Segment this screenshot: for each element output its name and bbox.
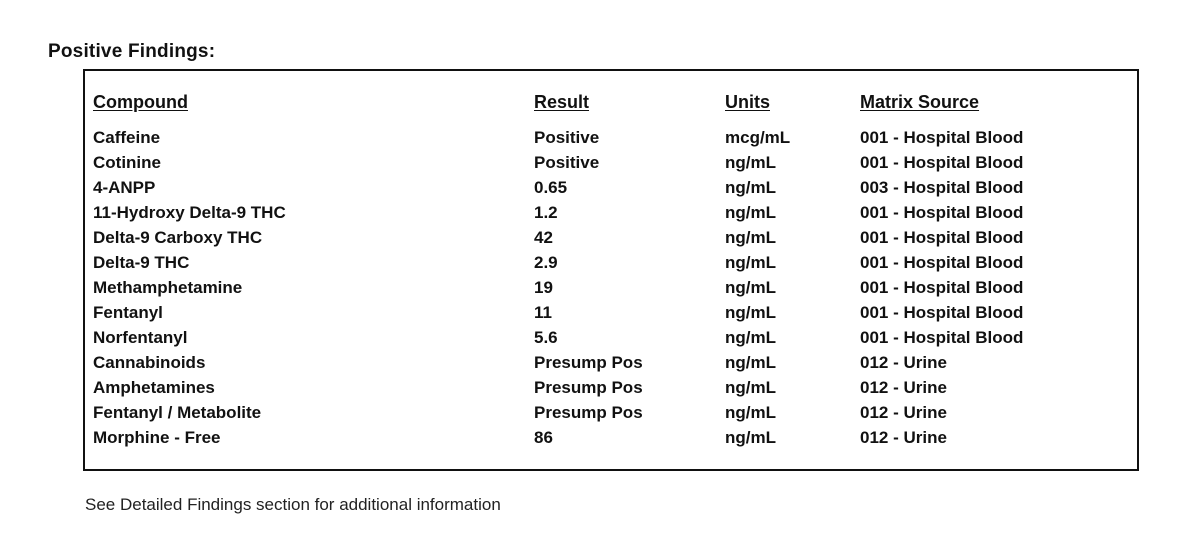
table-row <box>85 227 1137 252</box>
cell-compound: 4-ANPP <box>93 178 156 197</box>
cell-result: 42 <box>534 228 553 247</box>
cell-units: ng/mL <box>725 278 776 297</box>
cell-result: Presump Pos <box>534 353 643 372</box>
cell-units: ng/mL <box>725 428 776 447</box>
cell-units: ng/mL <box>725 403 776 422</box>
cell-result: Presump Pos <box>534 403 643 422</box>
cell-result: 11 <box>534 303 552 322</box>
cell-compound: 11-Hydroxy Delta-9 THC <box>93 203 286 222</box>
column-header-matrix-source: Matrix Source <box>860 92 980 112</box>
cell-matrix-source: 012 - Urine <box>860 428 947 447</box>
section-title: Positive Findings: <box>48 41 216 62</box>
table-row <box>85 277 1137 302</box>
cell-result: 19 <box>534 278 553 297</box>
cell-compound: Norfentanyl <box>93 328 188 347</box>
findings-table <box>83 69 1139 471</box>
cell-units: ng/mL <box>725 228 776 247</box>
cell-units: ng/mL <box>725 378 776 397</box>
cell-result: 1.2 <box>534 203 558 222</box>
cell-units: ng/mL <box>725 328 776 347</box>
table-row <box>85 252 1137 277</box>
table-row <box>85 302 1137 327</box>
cell-matrix-source: 001 - Hospital Blood <box>860 303 1024 322</box>
column-header-result: Result <box>534 92 590 112</box>
column-header-units: Units <box>725 92 770 112</box>
table-row <box>85 202 1137 227</box>
cell-compound: Cannabinoids <box>93 353 206 372</box>
cell-matrix-source: 012 - Urine <box>860 353 947 372</box>
cell-result: Positive <box>534 128 600 147</box>
cell-units: ng/mL <box>725 153 776 172</box>
cell-result: Presump Pos <box>534 378 643 397</box>
cell-result: 2.9 <box>534 253 558 272</box>
cell-matrix-source: 001 - Hospital Blood <box>860 278 1024 297</box>
cell-units: ng/mL <box>725 203 776 222</box>
cell-units: ng/mL <box>725 353 776 372</box>
table-row <box>85 327 1137 352</box>
table-row <box>85 427 1137 452</box>
table-row <box>85 127 1137 152</box>
cell-compound: Methamphetamine <box>93 278 243 297</box>
table-header-row <box>85 91 1137 113</box>
cell-compound: Delta-9 Carboxy THC <box>93 228 263 247</box>
cell-compound: Fentanyl / Metabolite <box>93 403 262 422</box>
cell-units: ng/mL <box>725 253 776 272</box>
cell-result: 5.6 <box>534 328 558 347</box>
cell-units: ng/mL <box>725 178 776 197</box>
cell-matrix-source: 001 - Hospital Blood <box>860 253 1024 272</box>
cell-compound: Caffeine <box>93 128 161 147</box>
column-header-compound: Compound <box>93 92 188 112</box>
cell-matrix-source: 001 - Hospital Blood <box>860 328 1024 347</box>
cell-result: Positive <box>534 153 600 172</box>
cell-result: 86 <box>534 428 553 447</box>
cell-matrix-source: 001 - Hospital Blood <box>860 203 1024 222</box>
table-row <box>85 377 1137 402</box>
footnote: See Detailed Findings section for additional information <box>85 495 501 514</box>
table-body <box>85 127 1137 452</box>
table-row <box>85 152 1137 177</box>
cell-units: ng/mL <box>725 303 776 322</box>
cell-matrix-source: 001 - Hospital Blood <box>860 128 1024 147</box>
cell-compound: Fentanyl <box>93 303 163 322</box>
table-row <box>85 402 1137 427</box>
table-row <box>85 177 1137 202</box>
cell-matrix-source: 003 - Hospital Blood <box>860 178 1024 197</box>
cell-result: 0.65 <box>534 178 568 197</box>
cell-matrix-source: 001 - Hospital Blood <box>860 228 1024 247</box>
cell-compound: Amphetamines <box>93 378 215 397</box>
cell-matrix-source: 012 - Urine <box>860 403 947 422</box>
cell-matrix-source: 001 - Hospital Blood <box>860 153 1024 172</box>
table-row <box>85 352 1137 377</box>
cell-compound: Delta-9 THC <box>93 253 190 272</box>
cell-units: mcg/mL <box>725 128 791 147</box>
cell-compound: Cotinine <box>93 153 161 172</box>
cell-matrix-source: 012 - Urine <box>860 378 947 397</box>
cell-compound: Morphine - Free <box>93 428 221 447</box>
